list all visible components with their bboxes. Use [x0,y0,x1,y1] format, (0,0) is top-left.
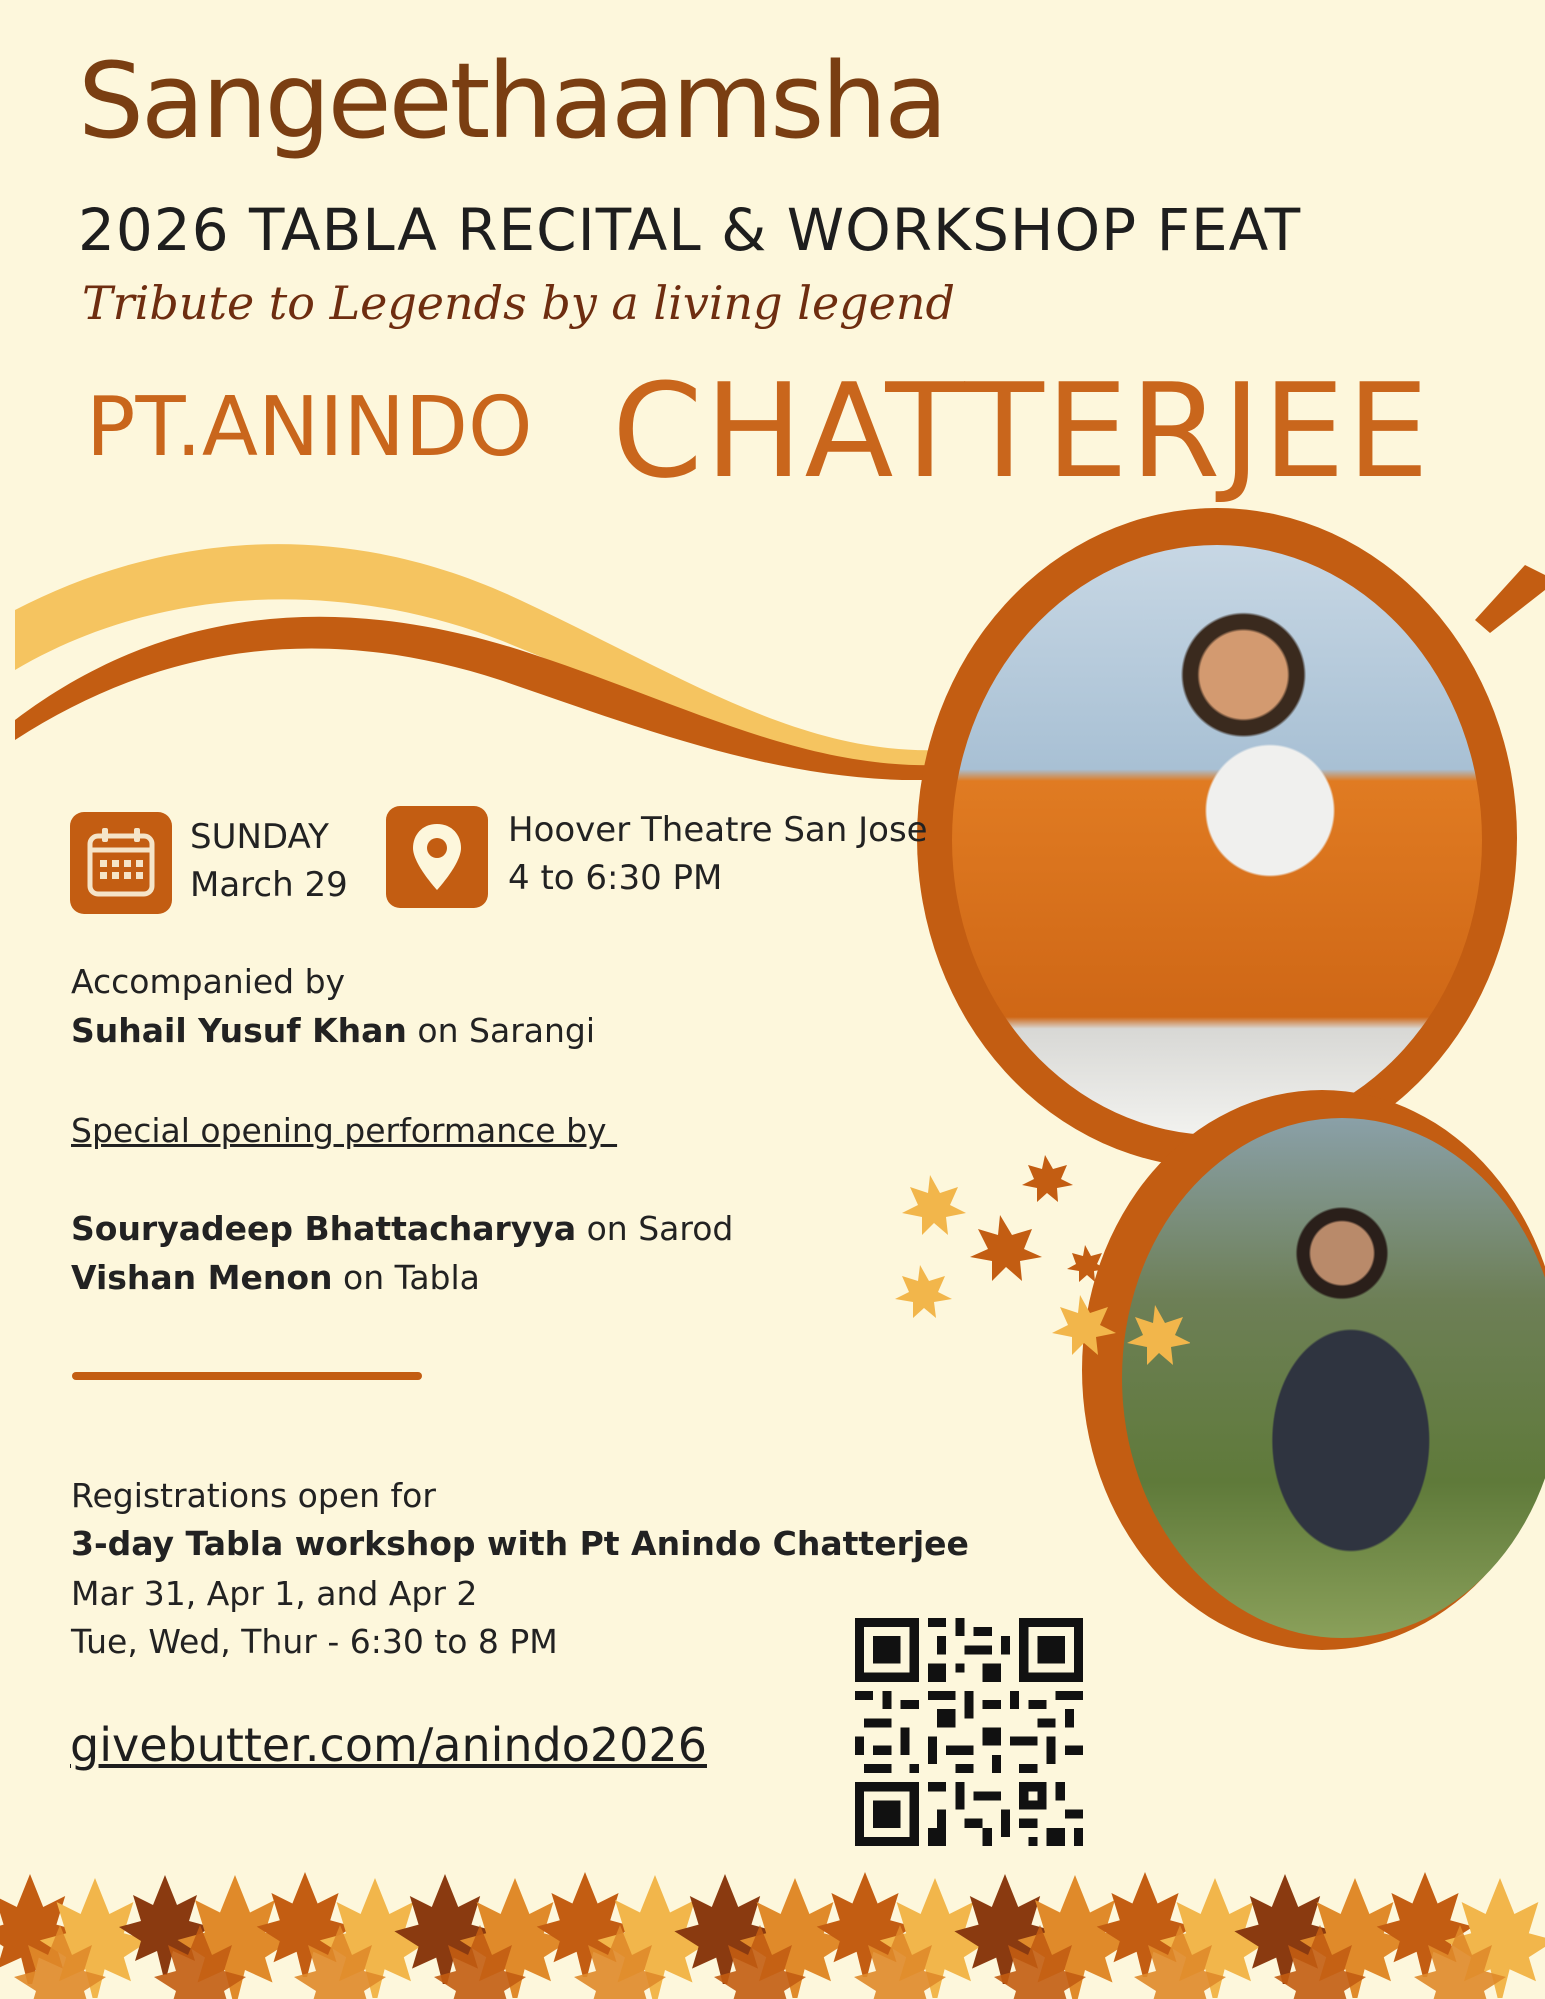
performer-name: Souryadeep Bhattacharyya [71,1209,577,1248]
scattered-leaves-right [1120,1300,1190,1370]
event-date-block [190,813,348,909]
workshop-title: 3-day Tabla workshop with Pt Anindo Chatterjee [71,1524,969,1563]
performer-name: Vishan Menon [71,1258,333,1297]
opening-performer [71,1258,480,1297]
opening-heading: Special opening performance by [71,1111,618,1150]
qr-code[interactable] [855,1618,1083,1846]
artist-surname: CHATTERJEE [612,355,1431,507]
registration-link[interactable]: givebutter.com/anindo2026 [70,1718,707,1772]
page-title: Sangeethaamsha [78,40,945,162]
maple-leaf-border [0,1855,1545,1999]
workshop-times: Tue, Wed, Thur - 6:30 to 8 PM [71,1622,558,1661]
performer-instrument: on Sarod [576,1209,734,1248]
event-venue-block [508,806,928,902]
artist-prefix: PT.ANINDO [86,380,533,475]
calendar-icon [70,812,172,914]
accompanist-instrument: on Sarangi [406,1011,596,1050]
calendar-icon-box [70,812,172,914]
event-venue: Hoover Theatre San Jose [508,810,928,850]
decorative-wave [0,520,1000,780]
accompanist-line [71,1011,595,1050]
event-day: SUNDAY [190,817,329,857]
accompanied-intro: Accompanied by [71,962,346,1001]
accompanist-name: Suhail Yusuf Khan [71,1011,407,1050]
workshop-intro: Registrations open for [71,1476,436,1515]
workshop-dates: Mar 31, Apr 1, and Apr 2 [71,1574,478,1613]
event-date: March 29 [190,865,348,905]
scattered-leaves [890,1145,1130,1385]
performer-instrument: on Tabla [332,1258,480,1297]
opening-performer [71,1209,733,1248]
main-artist-photo [952,545,1482,1135]
event-time: 4 to 6:30 PM [508,858,723,898]
tagline: Tribute to Legends by a living legend [82,276,955,330]
event-subtitle: 2026 TABLA RECITAL & WORKSHOP FEAT [78,196,1302,264]
opening-artist-photo [1122,1118,1545,1638]
location-pin-icon [386,806,488,908]
ring-accent [1470,555,1545,635]
location-icon-box [386,806,488,908]
section-divider [72,1372,422,1380]
